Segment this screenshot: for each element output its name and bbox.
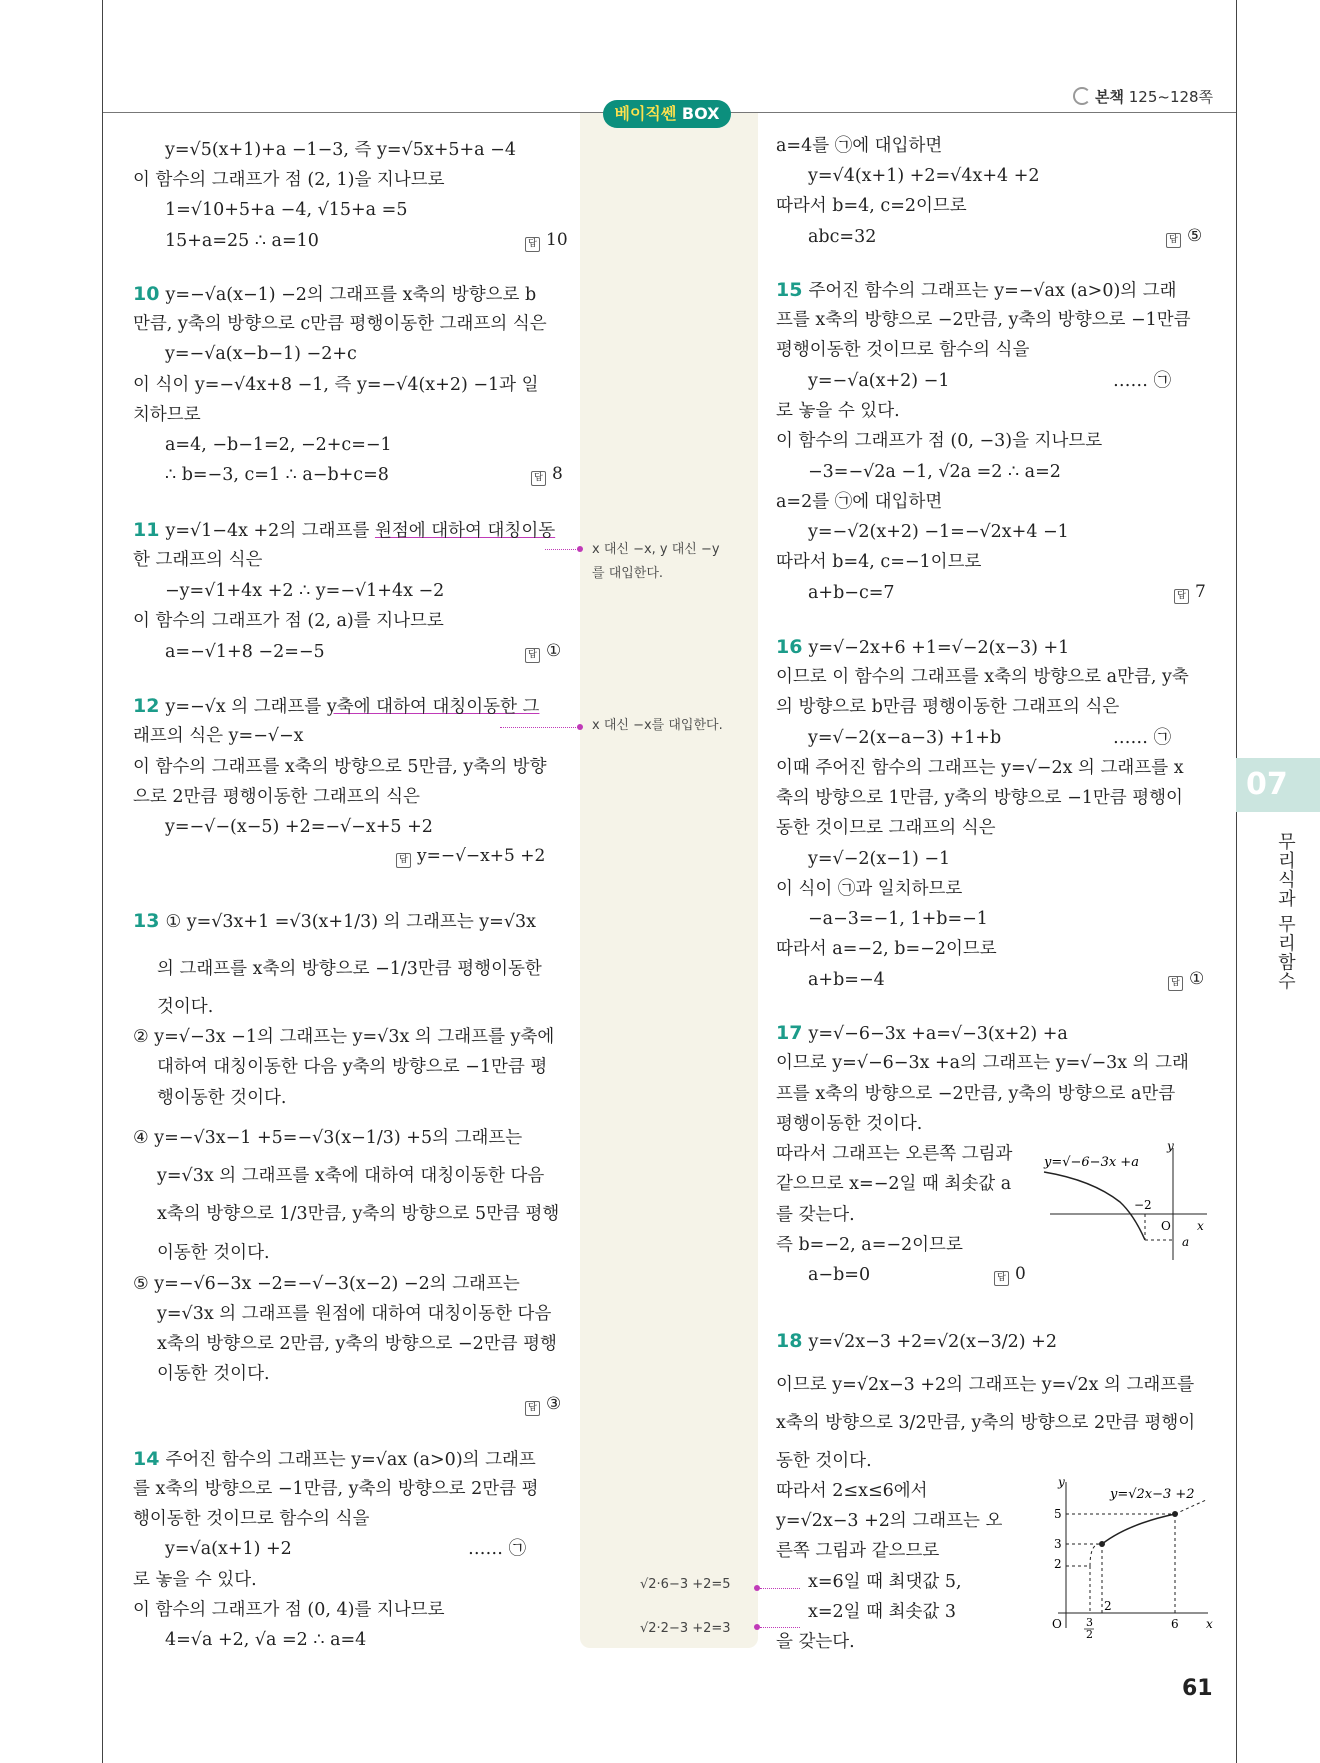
p11-line-5: a=−√1+8 −2=−5: [165, 642, 325, 662]
p13-line-7: ④ y=−√3x−1 +5=−√3(x−1/3) +5의 그래프는: [133, 1128, 523, 1148]
p10-answer: [531, 464, 563, 486]
tick-x-2: 2: [1104, 1599, 1112, 1613]
p16-line-4: y=√−2(x−a−3) +1+b: [808, 728, 1002, 748]
p10-answer-value: 8: [552, 464, 563, 484]
p16-text: y=√−2x+6 +1=√−2(x−3) +1: [808, 638, 1070, 658]
p18-line-9: x=2일 때 최솟값 3: [808, 1602, 957, 1622]
p15-answer: [1174, 582, 1206, 604]
p15-line-5: 로 놓을 수 있다.: [776, 401, 900, 421]
p14c-line-4: abc=32: [808, 227, 877, 247]
tick-y-label: a: [1182, 1235, 1190, 1249]
p11-line-3: −y=√1+4x +2 ∴ y=−√1+4x −2: [165, 581, 445, 601]
p16-line-1: [776, 636, 1069, 659]
p15-answer-value: 7: [1195, 582, 1206, 602]
tick-y-3: 3: [1054, 1537, 1062, 1551]
p17-answer: [994, 1264, 1026, 1286]
p12-line-4: 으로 2만큼 평행이동한 그래프의 식은: [133, 787, 420, 807]
p14c-line-2: y=√4(x+1) +2=√4x+4 +2: [808, 166, 1040, 186]
p13-line-1: [133, 910, 536, 933]
p18-line-7: 른쪽 그림과 같으므로: [776, 1541, 940, 1561]
p13-line-6: 행이동한 것이다.: [157, 1088, 287, 1108]
p16-line-2: 이므로 이 함수의 그래프를 x축의 방향으로 a만큼, y축: [776, 667, 1189, 687]
p18-line-10: 을 갖는다.: [776, 1632, 855, 1652]
p16-answer-value: ①: [1189, 969, 1205, 989]
tick-x-6: 6: [1171, 1617, 1179, 1631]
answer-icon: 답: [525, 237, 540, 252]
p14-line-2: 를 x축의 방향으로 −1만큼, y축의 방향으로 2만큼 평: [133, 1479, 539, 1499]
curve: [1102, 1514, 1175, 1544]
tick-y-5: 5: [1054, 1507, 1062, 1521]
p13-text: ① y=√3x+1 =√3(x+1/3) 의 그래프는 y=√3x: [165, 912, 536, 932]
p18-graph: [1048, 1478, 1216, 1638]
p18-line-3: x축의 방향으로 3/2만큼, y축의 방향으로 2만큼 평행이: [776, 1413, 1196, 1433]
problem-number: 15: [776, 279, 803, 301]
p14-line-1: [133, 1448, 536, 1471]
book-label: 본책: [1095, 88, 1124, 106]
p12-answer: [396, 846, 545, 868]
p10-line-7: ∴ b=−3, c=1 ∴ a−b+c=8: [165, 465, 389, 485]
p17-line-9: a−b=0: [808, 1265, 871, 1285]
tick-y-2: 2: [1054, 1557, 1062, 1571]
book-page-reference: [1073, 86, 1213, 107]
note-18-max: √2·6−3 +2=5: [640, 1577, 731, 1592]
origin-label: O: [1052, 1617, 1062, 1631]
p13-line-14: 이동한 것이다.: [157, 1364, 270, 1384]
p17-line-2: 이므로 y=√−6−3x +a의 그래프는 y=√−3x 의 그래: [776, 1053, 1189, 1073]
p17-graph: [1042, 1142, 1212, 1260]
y-axis-label: y: [1058, 1478, 1065, 1489]
p9-answer: [525, 230, 568, 252]
p14-line-3: 행이동한 것이므로 함수의 식을: [133, 1509, 370, 1529]
x-axis-label: x: [1197, 1219, 1204, 1233]
basic-box-badge: [603, 100, 731, 128]
answer-icon: 답: [1166, 233, 1181, 248]
p17-line-5: 따라서 그래프는 오른쪽 그림과: [776, 1144, 1013, 1164]
p9-line-4: 15+a=25 ∴ a=10: [165, 231, 319, 251]
curve: [1044, 1172, 1145, 1240]
p17-line-1: [776, 1022, 1068, 1045]
p14-line-6: 이 함수의 그래프가 점 (0, 4)를 지나므로: [133, 1600, 445, 1620]
p12-answer-value: y=−√−x+5 +2: [417, 846, 546, 866]
p12-line-2: 래프의 식은 y=−√−x: [133, 726, 304, 746]
curve-label: y=√2x−3 +2: [1110, 1487, 1195, 1502]
p11-text: y=√1−4x +2의 그래프를: [165, 521, 375, 541]
answer-icon: 답: [1168, 976, 1183, 991]
p13-answer-value: ③: [546, 1394, 562, 1414]
p16-line-7: 동한 것이므로 그래프의 식은: [776, 818, 996, 838]
p16-line-8: y=√−2(x−1) −1: [808, 849, 951, 869]
problem-number: 10: [133, 283, 160, 305]
p17-line-3: 프를 x축의 방향으로 −2만큼, y축의 방향으로 a만큼: [776, 1084, 1176, 1104]
tick-x-three-halves: 3: [1086, 1616, 1093, 1629]
p13-line-3: 것이다.: [157, 997, 214, 1017]
p9-line-2: 이 함수의 그래프가 점 (2, 1)을 지나므로: [133, 170, 445, 190]
p14-marker: …… ㉠: [468, 1539, 527, 1559]
p10-line-6: a=4, −b−1=2, −2+c=−1: [165, 435, 392, 455]
p14-line-7: 4=√a +2, √a =2 ∴ a=4: [165, 1630, 367, 1650]
p15-line-8: a=2를 ㉠에 대입하면: [776, 492, 943, 512]
curve-dashed-right: [1175, 1500, 1206, 1514]
p9-answer-value: 10: [546, 230, 568, 250]
p10-line-1: [133, 283, 536, 306]
answer-icon: 답: [525, 1401, 540, 1416]
p11-answer-value: ①: [546, 641, 562, 661]
p9-line-1: y=√5(x+1)+a −1−3, 즉 y=√5x+5+a −4: [165, 140, 516, 160]
problem-number: 13: [133, 910, 160, 932]
chapter-tab: 07: [1236, 758, 1320, 812]
p17-line-8: 즉 b=−2, a=−2이므로: [776, 1235, 963, 1255]
problem-number: 11: [133, 519, 160, 541]
page-frame-left: [102, 0, 103, 1763]
p15-line-6: 이 함수의 그래프가 점 (0, −3)을 지나므로: [776, 431, 1103, 451]
p16-marker: …… ㉠: [1113, 728, 1172, 748]
p10-line-4: 이 식이 y=−√4x+8 −1, 즉 y=−√4(x+2) −1과 일: [133, 375, 539, 395]
p15-marker: …… ㉠: [1113, 371, 1172, 391]
answer-icon: 답: [531, 471, 546, 486]
p14-answer-value: ⑤: [1187, 226, 1203, 246]
p15-line-2: 프를 x축의 방향으로 −2만큼, y축의 방향으로 −1만큼: [776, 310, 1191, 330]
p14-answer: [1166, 226, 1202, 248]
page-number: 61: [1182, 1676, 1213, 1701]
p10-line-5: 치하므로: [133, 405, 201, 425]
tick-x-denominator: 2: [1086, 1628, 1093, 1638]
p13-line-10: 이동한 것이다.: [157, 1243, 270, 1263]
p13-line-9: x축의 방향으로 1/3만큼, y축의 방향으로 5만큼 평행: [157, 1204, 560, 1224]
p12-underlined: y축에 대하여 대칭이동한 그: [326, 697, 540, 717]
tick-x-label: −2: [1134, 1198, 1152, 1212]
p13-line-12: y=√3x 의 그래프를 원점에 대하여 대칭이동한 다음: [157, 1304, 552, 1324]
p16-answer: [1168, 969, 1204, 991]
note-11-line-1: x 대신 −x, y 대신 −y: [592, 542, 720, 557]
margin-note-strip: [580, 113, 758, 1648]
p12-text: y=−√x 의 그래프를: [165, 697, 327, 717]
p10-text: y=−√a(x−1) −2의 그래프를 x축의 방향으로 b: [165, 285, 537, 305]
box-title-b: BOX: [681, 104, 720, 123]
p11-answer: [525, 641, 561, 663]
p13-line-8: y=√3x 의 그래프를 x축에 대하여 대칭이동한 다음: [157, 1166, 545, 1186]
answer-icon: 답: [525, 648, 540, 663]
p18-line-2: 이므로 y=√2x−3 +2의 그래프는 y=√2x 의 그래프를: [776, 1375, 1195, 1395]
p17-answer-value: 0: [1015, 1264, 1026, 1284]
p17-line-7: 를 갖는다.: [776, 1205, 855, 1225]
curve-label: y=√−6−3x +a: [1044, 1155, 1139, 1170]
p18-line-8: x=6일 때 최댓값 5,: [808, 1572, 962, 1592]
p18-line-1: [776, 1330, 1057, 1353]
p14c-line-1: a=4를 ㉠에 대입하면: [776, 136, 943, 156]
problem-number: 14: [133, 1448, 160, 1470]
answer-icon: 답: [994, 1271, 1009, 1286]
chapter-title: 무리식과 무리함수: [1275, 832, 1296, 991]
p13-line-11: ⑤ y=−√6−3x −2=−√−3(x−2) −2의 그래프는: [133, 1274, 520, 1294]
p10-line-2: 만큼, y축의 방향으로 c만큼 평행이동한 그래프의 식은: [133, 314, 547, 334]
p18-text: y=√2x−3 +2=√2(x−3/2) +2: [808, 1332, 1057, 1352]
note-dot: [577, 724, 583, 730]
y-axis-label: y: [1167, 1142, 1174, 1153]
p13-line-2: 의 그래프를 x축의 방향으로 −1/3만큼 평행이동한: [157, 959, 542, 979]
p13-line-4: ② y=√−3x −1의 그래프는 y=√3x 의 그래프를 y축에: [133, 1027, 555, 1047]
answer-icon: 답: [1174, 589, 1189, 604]
p15-line-11: a+b−c=7: [808, 583, 895, 603]
p17-text: y=√−6−3x +a=√−3(x+2) +a: [808, 1024, 1068, 1044]
p14-text: 주어진 함수의 그래프는 y=√ax (a>0)의 그래프: [165, 1450, 536, 1470]
p15-line-9: y=−√2(x+2) −1=−√2x+4 −1: [808, 522, 1069, 542]
problem-number: 17: [776, 1022, 803, 1044]
p15-line-1: [776, 279, 1177, 302]
note-leader: [500, 727, 580, 728]
p15-line-4: y=−√a(x+2) −1: [808, 371, 950, 391]
p17-line-6: 같으므로 x=−2일 때 최솟값 a: [776, 1174, 1012, 1194]
p13-answer: [525, 1394, 561, 1416]
note-leader: [760, 1627, 800, 1628]
p15-line-7: −3=−√2a −1, √2a =2 ∴ a=2: [808, 462, 1061, 482]
p11-line-1: [133, 519, 555, 542]
p14-line-5: 로 놓을 수 있다.: [133, 1570, 257, 1590]
p16-line-12: a+b=−4: [808, 970, 885, 990]
problem-number: 12: [133, 695, 160, 717]
p16-line-9: 이 식이 ㉠과 일치하므로: [776, 879, 963, 899]
p15-line-3: 평행이동한 것이므로 함수의 식을: [776, 340, 1030, 360]
p18-line-4: 동한 것이다.: [776, 1451, 872, 1471]
x-axis-label: x: [1206, 1617, 1213, 1631]
p14c-line-3: 따라서 b=4, c=2이므로: [776, 196, 967, 216]
page-frame-right: [1236, 0, 1237, 1763]
problem-number: 18: [776, 1330, 803, 1352]
p13-line-13: x축의 방향으로 2만큼, y축의 방향으로 −2만큼 평행: [157, 1334, 557, 1354]
p15-text: 주어진 함수의 그래프는 y=−√ax (a>0)의 그래: [808, 281, 1177, 301]
book-pages: 125~128쪽: [1128, 88, 1214, 106]
p18-line-5: 따라서 2≤x≤6에서: [776, 1481, 928, 1501]
answer-icon: 답: [396, 853, 411, 868]
p18-line-6: y=√2x−3 +2의 그래프는 오: [776, 1511, 1003, 1531]
p12-line-5: y=−√−(x−5) +2=−√−x+5 +2: [165, 817, 433, 837]
p16-line-10: −a−3=−1, 1+b=−1: [808, 909, 988, 929]
p12-line-3: 이 함수의 그래프를 x축의 방향으로 5만큼, y축의 방향: [133, 757, 547, 777]
p11-line-2: 한 그래프의 식은: [133, 550, 263, 570]
p15-line-10: 따라서 b=4, c=−1이므로: [776, 552, 982, 572]
p16-line-6: 축의 방향으로 1만큼, y축의 방향으로 −1만큼 평행이: [776, 788, 1183, 808]
p17-line-4: 평행이동한 것이다.: [776, 1114, 923, 1134]
p14-line-4: y=√a(x+1) +2: [165, 1539, 292, 1559]
p11-underlined: 원점에 대하여 대칭이동: [374, 521, 556, 541]
p11-line-4: 이 함수의 그래프가 점 (2, a)를 지나므로: [133, 611, 444, 631]
p12-line-1: [133, 695, 539, 718]
box-title-a: 베이직쎈: [614, 104, 677, 123]
origin-label: O: [1161, 1219, 1171, 1233]
note-18-min: √2·2−3 +2=3: [640, 1621, 731, 1636]
problem-number: 16: [776, 636, 803, 658]
p9-line-3: 1=√10+5+a −4, √15+a =5: [165, 200, 408, 220]
p16-line-3: 의 방향으로 b만큼 평행이동한 그래프의 식은: [776, 697, 1120, 717]
note-leader: [545, 549, 580, 550]
p13-line-5: 대하여 대칭이동한 다음 y축의 방향으로 −1만큼 평: [157, 1057, 548, 1077]
p16-line-11: 따라서 a=−2, b=−2이므로: [776, 939, 997, 959]
note-dot: [577, 546, 583, 552]
note-11-line-2: 를 대입한다.: [592, 566, 664, 581]
p16-line-5: 이때 주어진 함수의 그래프는 y=√−2x 의 그래프를 x: [776, 758, 1184, 778]
p10-line-3: y=−√a(x−b−1) −2+c: [165, 344, 357, 364]
curve-dashed-left: [1090, 1544, 1102, 1566]
note-12: x 대신 −x를 대입한다.: [592, 718, 723, 733]
book-icon: [1073, 87, 1091, 105]
